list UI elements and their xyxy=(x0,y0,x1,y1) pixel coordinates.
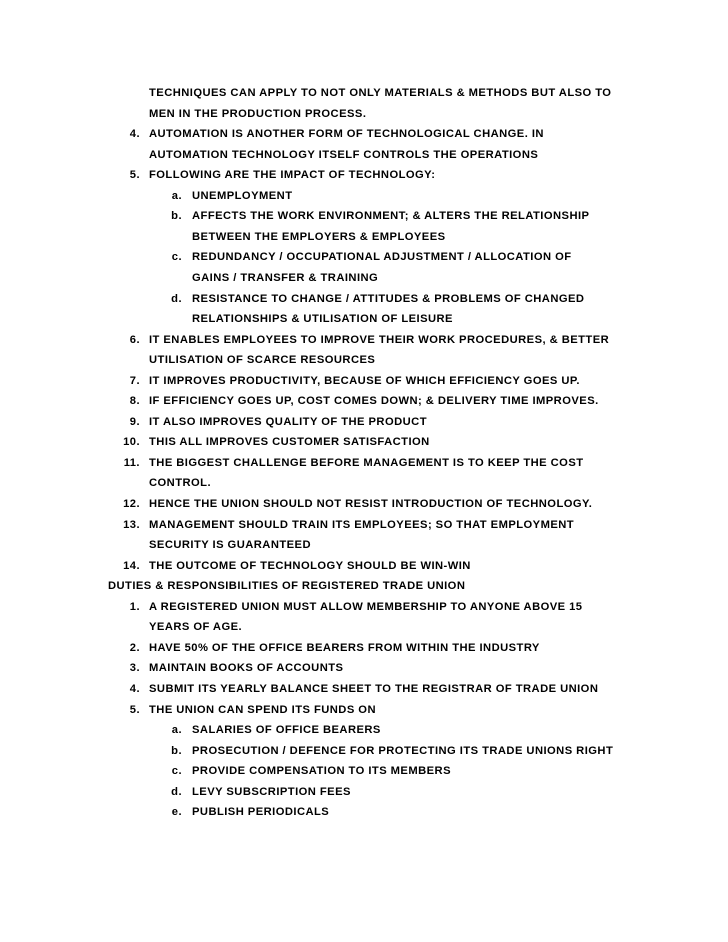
list-item-number: 9. xyxy=(129,416,140,428)
sub-list-item-text: BETWEEN THE EMPLOYERS & EMPLOYEES xyxy=(192,231,446,243)
sub-list-item-text: UNEMPLOYMENT xyxy=(192,190,293,202)
list-item-number: 11. xyxy=(123,457,140,469)
list-item-text: HENCE THE UNION SHOULD NOT RESIST INTRODUCTION OF TECHNOLOGY. xyxy=(149,498,593,510)
paragraph-line: MEN IN THE PRODUCTION PROCESS. xyxy=(149,108,367,120)
list-item-number: 4. xyxy=(129,128,140,140)
list-item-number: 14. xyxy=(123,560,140,572)
list-item-text: SECURITY IS GUARANTEED xyxy=(149,539,311,551)
list-item-number: 2. xyxy=(129,642,140,654)
sub-list-item-letter: e. xyxy=(171,806,182,818)
sub-list-item-text: SALARIES OF OFFICE BEARERS xyxy=(192,724,381,736)
list-item-number: 10. xyxy=(123,436,140,448)
sub-list-item-letter: c. xyxy=(171,765,182,777)
list-item-text: A REGISTERED UNION MUST ALLOW MEMBERSHIP TO ANYONE ABOVE 15 xyxy=(149,601,583,613)
list-item-number: 4. xyxy=(129,683,140,695)
section-heading: DUTIES & RESPONSIBILITIES OF REGISTERED TRADE UNION xyxy=(108,580,466,592)
sub-list-item-text: AFFECTS THE WORK ENVIRONMENT; & ALTERS THE RELATIONSHIP xyxy=(192,210,590,222)
list-item-text: IT ALSO IMPROVES QUALITY OF THE PRODUCT xyxy=(149,416,427,428)
sub-list-item-text: RELATIONSHIPS & UTILISATION OF LEISURE xyxy=(192,313,453,325)
sub-list-item-letter: a. xyxy=(171,724,182,736)
sub-list-item-text: GAINS / TRANSFER & TRAINING xyxy=(192,272,379,284)
list-item-text: AUTOMATION TECHNOLOGY ITSELF CONTROLS THE OPERATIONS xyxy=(149,149,539,161)
list-item-number: 3. xyxy=(129,662,140,674)
list-item-text: IT ENABLES EMPLOYEES TO IMPROVE THEIR WORK PROCEDURES, & BETTER xyxy=(149,334,610,346)
list-item-text: IT IMPROVES PRODUCTIVITY, BECAUSE OF WHICH EFFICIENCY GOES UP. xyxy=(149,375,580,387)
list-item-text: THE OUTCOME OF TECHNOLOGY SHOULD BE WIN-WIN xyxy=(149,560,471,572)
list-item-text: THIS ALL IMPROVES CUSTOMER SATISFACTION xyxy=(149,436,430,448)
list-item-number: 5. xyxy=(129,169,140,181)
list-item-text: MAINTAIN BOOKS OF ACCOUNTS xyxy=(149,662,344,674)
sub-list-item-letter: a. xyxy=(171,190,182,202)
list-item-number: 7. xyxy=(129,375,140,387)
list-item-number: 12. xyxy=(123,498,140,510)
list-item-text: YEARS OF AGE. xyxy=(149,621,243,633)
list-item-number: 6. xyxy=(129,334,140,346)
list-item-number: 8. xyxy=(129,395,140,407)
list-item-number: 5. xyxy=(129,704,140,716)
sub-list-item-text: LEVY SUBSCRIPTION FEES xyxy=(192,786,351,798)
list-item-text: AUTOMATION IS ANOTHER FORM OF TECHNOLOGICAL CHANGE. IN xyxy=(149,128,544,140)
list-item-text: SUBMIT ITS YEARLY BALANCE SHEET TO THE REGISTRAR OF TRADE UNION xyxy=(149,683,599,695)
paragraph-line: TECHNIQUES CAN APPLY TO NOT ONLY MATERIALS & METHODS BUT ALSO TO xyxy=(149,87,612,99)
list-item-text: HAVE 50% OF THE OFFICE BEARERS FROM WITHIN THE INDUSTRY xyxy=(149,642,540,654)
list-item-text: THE BIGGEST CHALLENGE BEFORE MANAGEMENT IS TO KEEP THE COST xyxy=(149,457,584,469)
list-item-text: UTILISATION OF SCARCE RESOURCES xyxy=(149,354,376,366)
sub-list-item-letter: d. xyxy=(171,293,182,305)
sub-list-item-letter: b. xyxy=(171,745,182,757)
sub-list-item-text: PROVIDE COMPENSATION TO ITS MEMBERS xyxy=(192,765,451,777)
sub-list-item-letter: b. xyxy=(171,210,182,222)
list-item-text: FOLLOWING ARE THE IMPACT OF TECHNOLOGY: xyxy=(149,169,436,181)
sub-list-item-text: PUBLISH PERIODICALS xyxy=(192,806,330,818)
list-item-text: CONTROL. xyxy=(149,477,212,489)
sub-list-item-text: PROSECUTION / DEFENCE FOR PROTECTING ITS TRADE UNIONS RIGHT xyxy=(192,745,614,757)
sub-list-item-text: REDUNDANCY / OCCUPATIONAL ADJUSTMENT / ALLOCATION OF xyxy=(192,251,572,263)
sub-list-item-letter: c. xyxy=(171,251,182,263)
list-item-text: THE UNION CAN SPEND ITS FUNDS ON xyxy=(149,704,376,716)
sub-list-item-letter: d. xyxy=(171,786,182,798)
list-item-number: 13. xyxy=(123,519,140,531)
list-item-number: 1. xyxy=(129,601,140,613)
list-item-text: IF EFFICIENCY GOES UP, COST COMES DOWN; & DELIVERY TIME IMPROVES. xyxy=(149,395,599,407)
sub-list-item-text: RESISTANCE TO CHANGE / ATTITUDES & PROBLEMS OF CHANGED xyxy=(192,293,585,305)
list-item-text: MANAGEMENT SHOULD TRAIN ITS EMPLOYEES; SO THAT EMPLOYMENT xyxy=(149,519,575,531)
